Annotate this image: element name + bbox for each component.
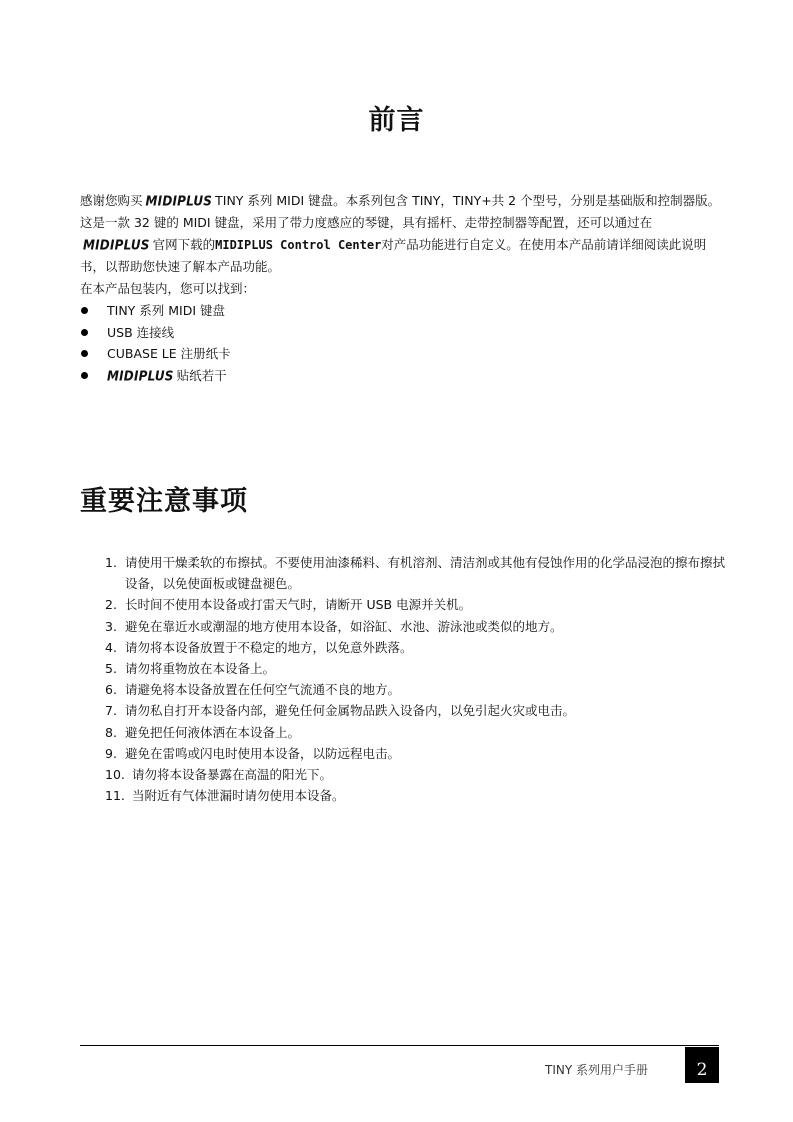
page-title: 前言	[368, 105, 425, 136]
item-text: 请勿将本设备暴露在高温的阳光下。	[132, 767, 333, 783]
list-item-text: TINY 系列 MIDI 键盘	[107, 303, 226, 318]
preface-section	[80, 190, 722, 386]
list-item	[105, 679, 725, 700]
footer-divider	[80, 1045, 719, 1046]
list-item-text: USB 连接线	[107, 324, 175, 340]
preface-paragraph	[80, 190, 722, 278]
package-intro: 在本产品包装内，您可以找到：	[80, 281, 256, 296]
item-number: 6.	[105, 682, 117, 698]
item-number: 11.	[105, 788, 125, 804]
item-number: 9.	[105, 745, 117, 761]
list-item	[80, 365, 722, 387]
item-number: 10.	[105, 767, 125, 783]
list-item	[105, 658, 725, 679]
list-item	[80, 343, 722, 365]
list-item	[105, 722, 725, 743]
notices-list	[105, 552, 725, 806]
item-number: 2.	[105, 597, 117, 613]
list-item	[105, 594, 725, 615]
bullet-icon	[81, 329, 88, 336]
midiplus-logo: MIDIPLUS	[107, 367, 174, 383]
item-text: 请避免将本设备放置在任何空气流通不良的地方。	[125, 682, 401, 698]
item-number: 8.	[105, 724, 117, 740]
list-item	[105, 764, 725, 785]
item-text: 长时间不使用本设备或打雷天气时，请断开 USB 电源并关机。	[125, 597, 472, 613]
preface-text-d: 对产品功能进行自定义。在使用本产品前请详细阅读此说明书，以帮助您快速了解本产品功能。	[80, 237, 707, 274]
footer-label: TINY 系列用户手册	[545, 1063, 648, 1077]
list-item	[105, 637, 725, 658]
preface-text-a: 感谢您购买	[80, 193, 143, 208]
item-number: 5.	[105, 661, 117, 677]
bullet-icon	[81, 350, 88, 357]
item-text: 当附近有气体泄漏时请勿使用本设备。	[132, 788, 345, 804]
preface-text-c: 官网下载的	[152, 237, 216, 252]
list-item-text: CUBASE LE 注册纸卡	[107, 346, 231, 361]
list-item	[80, 322, 722, 344]
item-text: 避免在雷鸣或闪电时使用本设备，以防远程电击。	[125, 745, 401, 761]
item-text: 请勿将本设备放置于不稳定的地方，以免意外跌落。	[125, 639, 413, 655]
item-text: 避免在靠近水或潮湿的地方使用本设备，如浴缸、水池、游泳池或类似的地方。	[125, 618, 563, 634]
item-text: 请使用干燥柔软的布擦拭。不要使用油漆稀料、有机溶剂、清洁剂或其他有侵蚀作用的化学品浸泡的擦布擦拭设备，以免使面板或键盘褪色。	[125, 555, 726, 592]
midiplus-logo: MIDIPLUS	[83, 237, 150, 253]
item-number: 3.	[105, 618, 117, 634]
preface-text-b: TINY 系列 MIDI 键盘。本系列包含 TINY，TINY+共 2 个型号，分别是基础版和控制器版。这是一款 32 键的 MIDI 键盘，采用了带力度感应的琴键，具有摇杆、走带控制器等配置，还可以通过在	[80, 193, 721, 230]
list-item	[105, 616, 725, 637]
item-number: 7.	[105, 703, 117, 719]
item-number: 1.	[105, 555, 117, 570]
software-name: MIDIPLUS Control Center	[215, 238, 382, 252]
item-text: 避免把任何液体洒在本设备上。	[125, 724, 301, 740]
list-item	[80, 300, 722, 322]
item-text: 请勿私自打开本设备内部，避免任何金属物品跌入设备内，以免引起火灾或电击。	[125, 703, 576, 719]
page-number: 2	[685, 1047, 719, 1083]
bullet-icon	[81, 372, 88, 379]
package-list	[80, 300, 722, 386]
item-number: 4.	[105, 639, 117, 655]
list-item-text: 贴纸若干	[176, 367, 227, 383]
list-item	[105, 700, 725, 721]
list-item	[105, 552, 725, 594]
list-item	[105, 743, 725, 764]
section-title: 重要注意事项	[80, 486, 248, 517]
list-item	[105, 785, 725, 806]
midiplus-logo: MIDIPLUS	[145, 193, 213, 209]
bullet-icon	[81, 307, 88, 314]
item-text: 请勿将重物放在本设备上。	[125, 661, 276, 677]
